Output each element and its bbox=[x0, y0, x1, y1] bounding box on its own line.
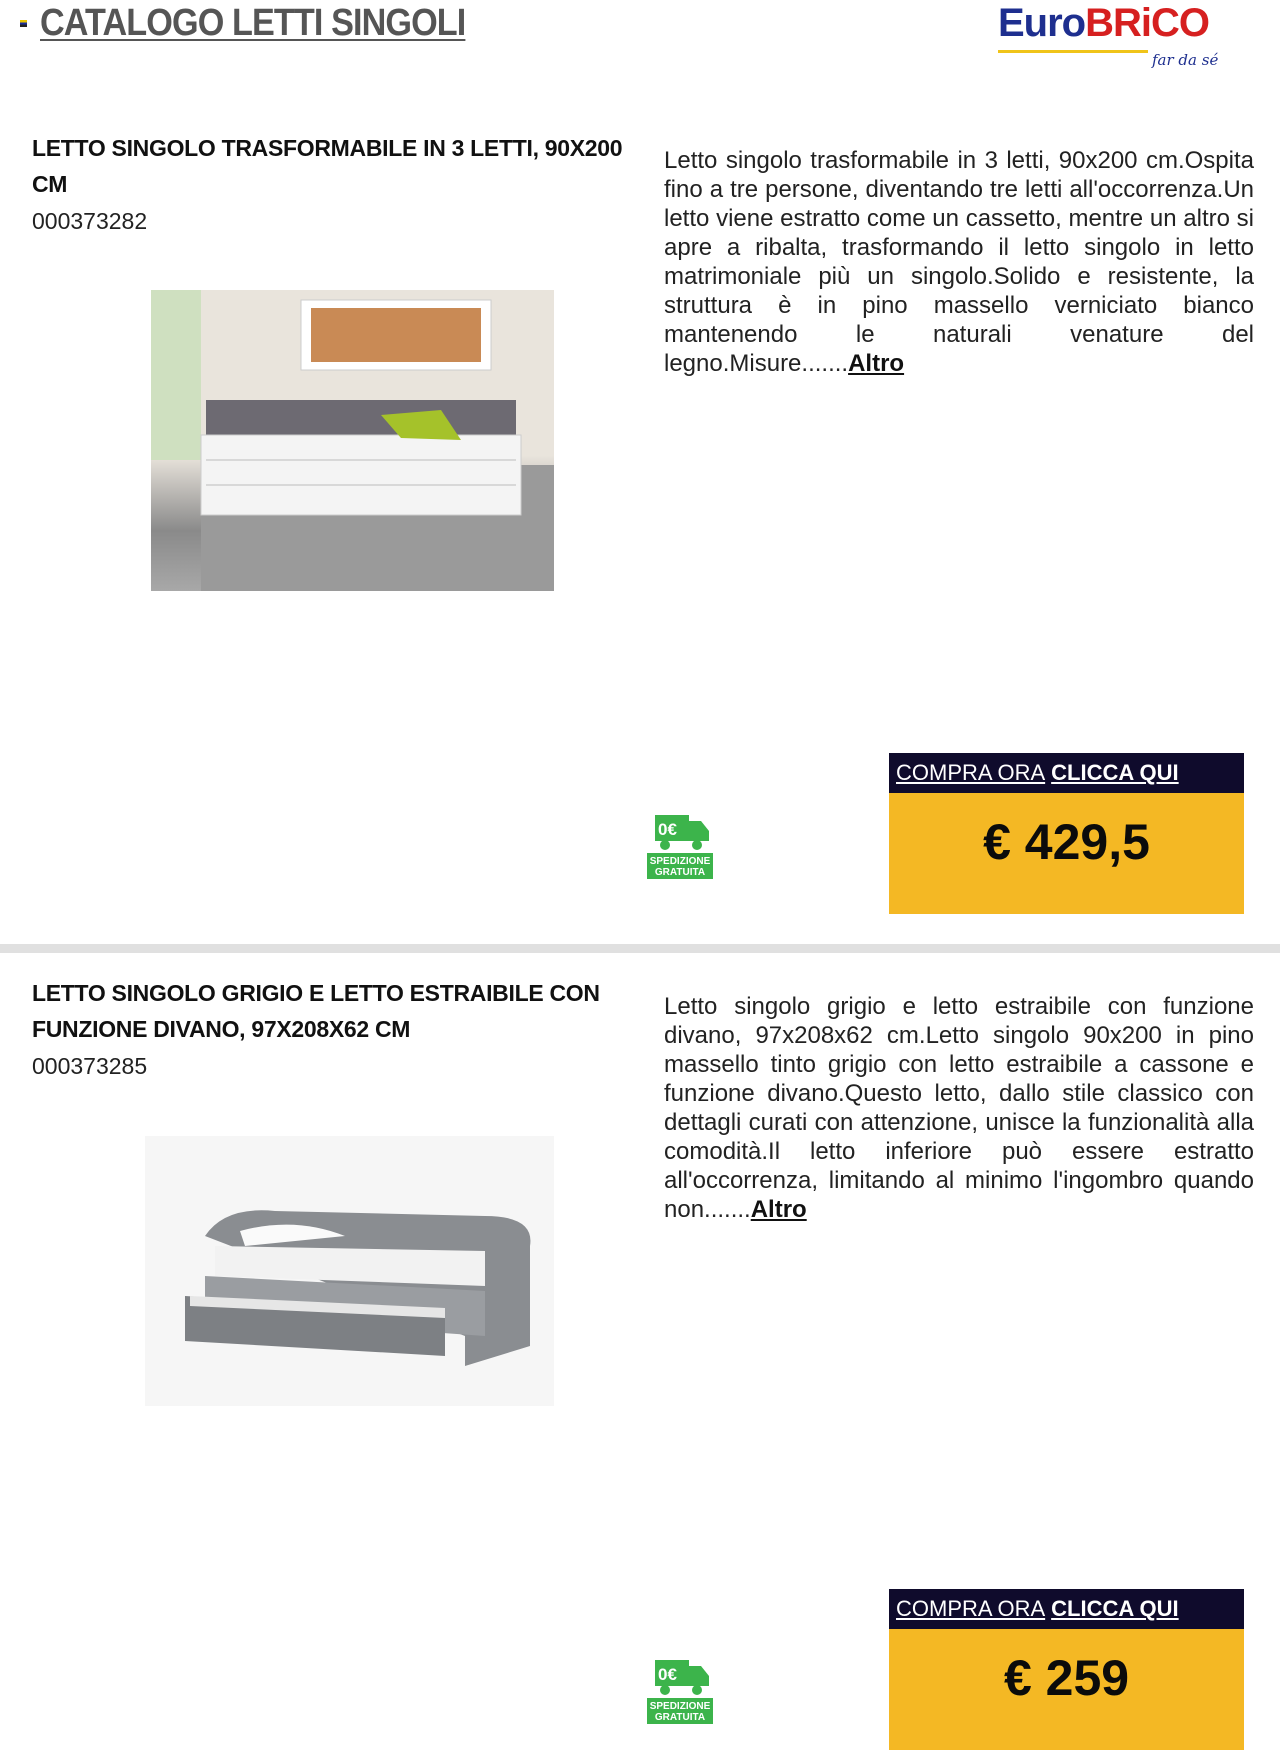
logo-text-brico: BRiCO bbox=[1085, 1, 1210, 45]
svg-text:0€: 0€ bbox=[658, 820, 677, 839]
more-link[interactable]: Altro bbox=[750, 1196, 807, 1223]
svg-text:GRATUITA: GRATUITA bbox=[654, 867, 706, 878]
product-heading bbox=[32, 130, 624, 238]
product-title: LETTO SINGOLO GRIGIO E LETTO ESTRAIBILE CON FUNZIONE DIVANO, 97X208X62 CM bbox=[32, 980, 600, 1042]
product-title: LETTO SINGOLO TRASFORMABILE IN 3 LETTI, 90X200 CM bbox=[32, 135, 623, 197]
free-shipping-badge bbox=[647, 1660, 713, 1729]
logo-text-euro: Euro bbox=[998, 1, 1086, 45]
product-description bbox=[664, 992, 1254, 1224]
buy-box bbox=[889, 753, 1244, 914]
logo-tagline: far da sé bbox=[1152, 51, 1219, 69]
more-link[interactable]: Altro bbox=[848, 350, 905, 377]
truck-icon bbox=[647, 1660, 713, 1724]
svg-text:SPEDIZIONE: SPEDIZIONE bbox=[649, 856, 711, 867]
click-here-link[interactable]: CLICCA QUI bbox=[1051, 1596, 1179, 1621]
page-title: CATALOGO LETTI SINGOLI bbox=[40, 2, 466, 44]
description-text: Letto singolo trasformabile in 3 letti, 90x200 cm.Ospita fino a tre persone, diventando tre letti all'occorrenza.Un letto viene estratto come un cassetto, mentre un altro si apre a ribalta, trasformando il letto singolo in letto matrimoniale più un singolo.Solido e resistente, la struttura è in pino massello verniciato bianco mantenendo le naturali venature del legno.Misure....... bbox=[664, 147, 1254, 377]
price: € 429,5 bbox=[889, 793, 1244, 914]
product-description bbox=[664, 146, 1254, 378]
svg-text:SPEDIZIONE: SPEDIZIONE bbox=[649, 1701, 711, 1712]
free-shipping-badge bbox=[647, 815, 713, 884]
eurobrico-logo[interactable] bbox=[996, 0, 1246, 76]
truck-icon bbox=[647, 815, 713, 879]
product-image[interactable] bbox=[151, 290, 554, 591]
logo-underline bbox=[998, 50, 1148, 53]
buy-now-link[interactable]: COMPRA ORA bbox=[896, 1596, 1046, 1621]
buy-now-link[interactable]: COMPRA ORA bbox=[896, 760, 1046, 785]
buy-header bbox=[889, 753, 1244, 793]
click-here-link[interactable]: CLICCA QUI bbox=[1051, 760, 1179, 785]
svg-text:GRATUITA: GRATUITA bbox=[654, 1712, 706, 1723]
product-code: 000373282 bbox=[32, 208, 148, 234]
section-divider bbox=[0, 944, 1280, 953]
buy-box bbox=[889, 1589, 1244, 1750]
description-text: Letto singolo grigio e letto estraibile con funzione divano, 97x208x62 cm.Letto singolo 90x200 in pino massello tinto grigio con letto estraibile a cassone e funzione divano.Questo letto, dallo stile classico con dettagli curati con attenzione, unisce la funzionalità alla comodità.Il letto inferiore può essere estratto all'occorrenza, limitando al minimo l'ingombro quando non....... bbox=[664, 993, 1254, 1223]
product-code: 000373285 bbox=[32, 1053, 148, 1079]
product-heading bbox=[32, 975, 624, 1083]
color-marker bbox=[20, 20, 27, 27]
buy-header bbox=[889, 1589, 1244, 1629]
svg-text:0€: 0€ bbox=[658, 1665, 677, 1684]
product-image[interactable] bbox=[145, 1136, 554, 1406]
price: € 259 bbox=[889, 1629, 1244, 1750]
